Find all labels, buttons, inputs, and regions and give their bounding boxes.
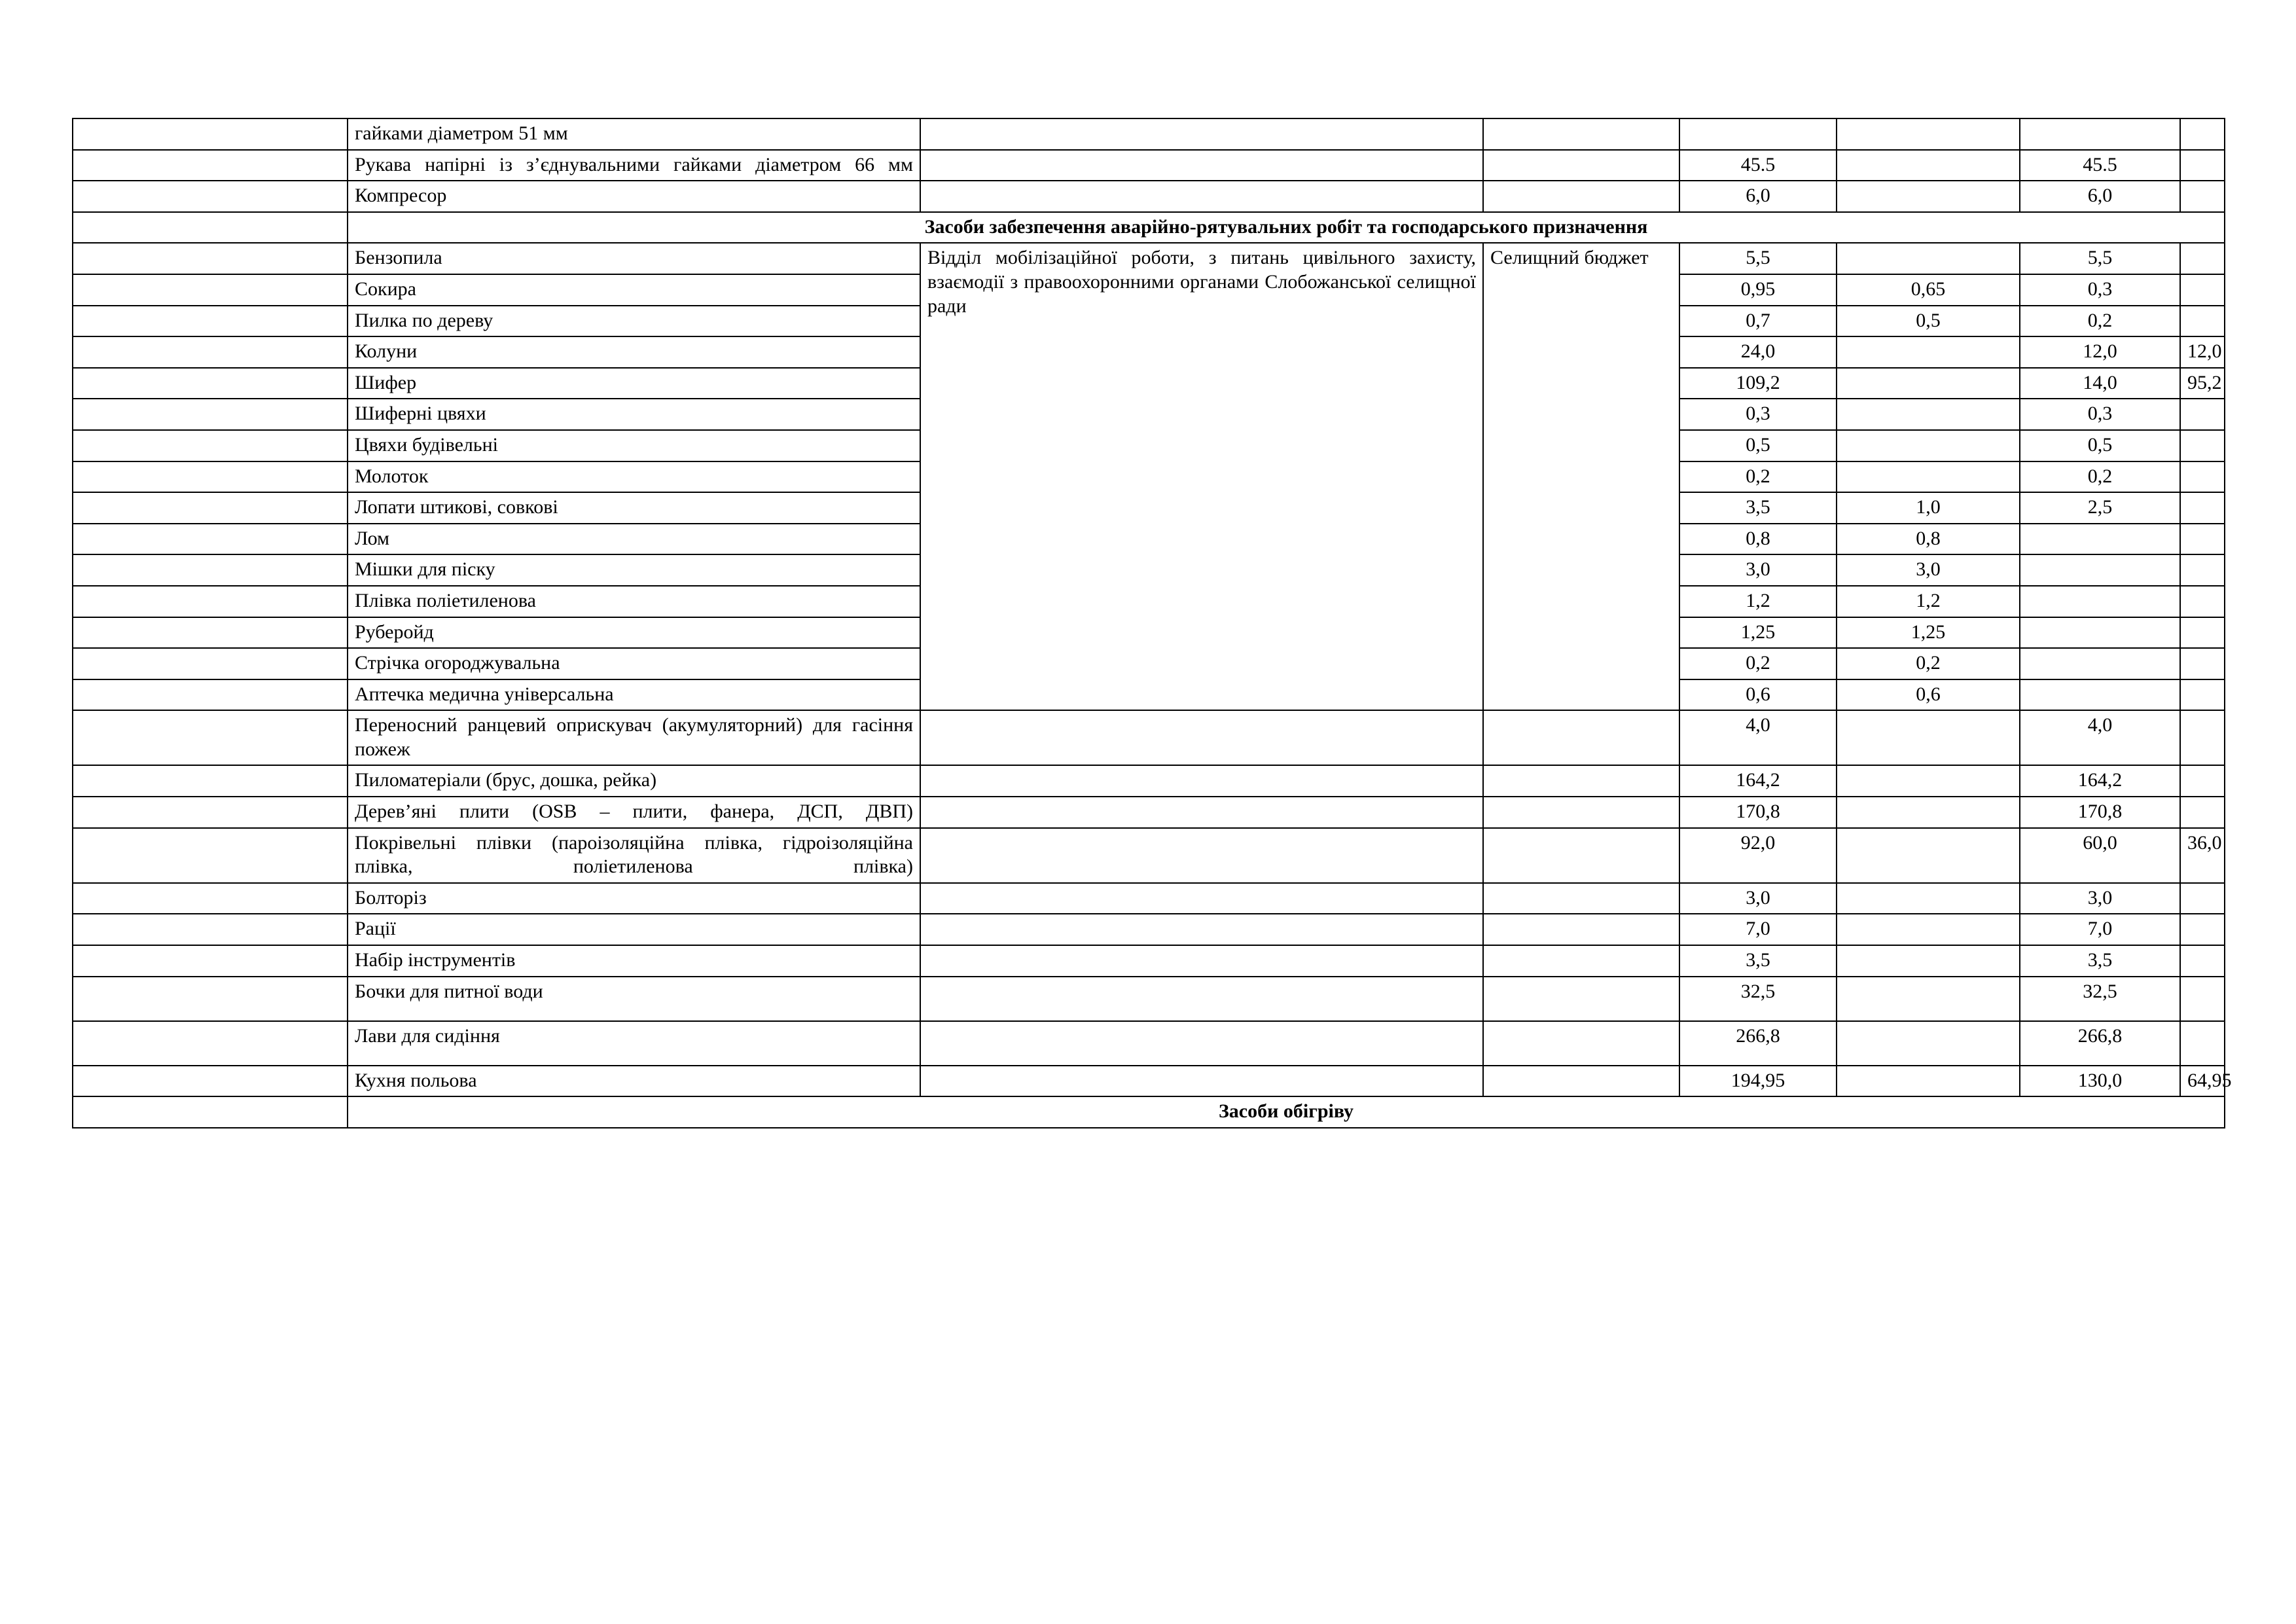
table-row: [73, 945, 2225, 977]
cell-total: 194,95: [1679, 1066, 1837, 1097]
cell-value-2: 3,5: [2020, 945, 2180, 977]
cell-total: 4,0: [1679, 710, 1837, 765]
cell-item-name: Шифер: [348, 368, 920, 399]
cell-item-name: Компресор: [348, 181, 920, 212]
cell-responsible: [920, 118, 1483, 150]
cell-value-1: [1837, 945, 2020, 977]
cell-responsible: [920, 977, 1483, 1021]
cell-value-3: [2180, 648, 2225, 679]
cell-value-1: [1837, 977, 2020, 1021]
cell-value-1: [1837, 828, 2020, 883]
cell-item-name: Стрічка огороджувальна: [348, 648, 920, 679]
cell-value-1: 1,25: [1837, 617, 2020, 649]
cell-value-2: 6,0: [2020, 181, 2180, 212]
cell-total: 1,2: [1679, 586, 1837, 617]
cell-item-name: Покрівельні плівки (пароізоляційна плівка, гідроізоляційна плівка, поліетиленова плівка): [348, 828, 920, 883]
cell-total: 0,6: [1679, 679, 1837, 711]
cell-value-1: [1837, 710, 2020, 765]
table-row: [73, 828, 2225, 883]
cell-index: [73, 336, 348, 368]
cell-item-name: Плівка поліетиленова: [348, 586, 920, 617]
cell-responsible: [920, 150, 1483, 181]
cell-value-1: 0,8: [1837, 524, 2020, 555]
cell-total: 0,3: [1679, 399, 1837, 430]
table-row: [73, 710, 2225, 765]
cell-index: [73, 274, 348, 306]
cell-value-2: 3,0: [2020, 883, 2180, 914]
cell-value-3: [2180, 524, 2225, 555]
cell-item-name: Бочки для питної води: [348, 977, 920, 1021]
cell-item-name: Набір інструментів: [348, 945, 920, 977]
cell-index: [73, 524, 348, 555]
table-row: [73, 977, 2225, 1021]
cell-index: [73, 212, 348, 244]
cell-total: 1,25: [1679, 617, 1837, 649]
cell-value-1: 0,5: [1837, 306, 2020, 337]
cell-value-2: [2020, 617, 2180, 649]
cell-value-2: [2020, 648, 2180, 679]
cell-index: [73, 118, 348, 150]
cell-value-3: [2180, 765, 2225, 797]
cell-funding: [1483, 883, 1679, 914]
cell-value-1: [1837, 914, 2020, 945]
cell-value-2: 60,0: [2020, 828, 2180, 883]
cell-value-1: [1837, 368, 2020, 399]
cell-index: [73, 977, 348, 1021]
cell-value-3: [2180, 399, 2225, 430]
cell-value-3: [2180, 945, 2225, 977]
cell-value-3: 12,0: [2180, 336, 2225, 368]
cell-value-1: [1837, 399, 2020, 430]
cell-value-1: 0,2: [1837, 648, 2020, 679]
cell-value-3: [2180, 181, 2225, 212]
cell-value-1: 3,0: [1837, 554, 2020, 586]
cell-funding: [1483, 828, 1679, 883]
cell-total: 3,5: [1679, 492, 1837, 524]
cell-item-name: Сокира: [348, 274, 920, 306]
cell-total: 0,7: [1679, 306, 1837, 337]
cell-value-2: 12,0: [2020, 336, 2180, 368]
cell-responsible: [920, 765, 1483, 797]
cell-value-1: [1837, 1021, 2020, 1066]
cell-item-name: Лом: [348, 524, 920, 555]
cell-funding: [1483, 150, 1679, 181]
cell-index: [73, 181, 348, 212]
cell-funding: [1483, 181, 1679, 212]
cell-index: [73, 617, 348, 649]
cell-responsible: [920, 914, 1483, 945]
cell-value-1: [1837, 797, 2020, 828]
cell-funding: [1483, 797, 1679, 828]
cell-value-3: [2180, 554, 2225, 586]
cell-value-2: [2020, 118, 2180, 150]
cell-value-2: 0,2: [2020, 461, 2180, 493]
cell-value-1: [1837, 243, 2020, 274]
cell-item-name: Бензопила: [348, 243, 920, 274]
cell-funding: Селищний бюджет: [1483, 243, 1679, 710]
cell-item-name: Лави для сидіння: [348, 1021, 920, 1066]
cell-index: [73, 586, 348, 617]
cell-value-3: [2180, 617, 2225, 649]
cell-total: 32,5: [1679, 977, 1837, 1021]
cell-total: 266,8: [1679, 1021, 1837, 1066]
cell-item-name: Аптечка медична універсальна: [348, 679, 920, 711]
cell-funding: [1483, 710, 1679, 765]
cell-item-name: Рукава напірні із з’єднувальними гайками діаметром 66 мм: [348, 150, 920, 181]
cell-value-3: 36,0: [2180, 828, 2225, 883]
cell-value-2: 4,0: [2020, 710, 2180, 765]
cell-total: 170,8: [1679, 797, 1837, 828]
cell-funding: [1483, 1066, 1679, 1097]
cell-item-name: Кухня польова: [348, 1066, 920, 1097]
cell-value-2: 0,3: [2020, 274, 2180, 306]
cell-total: 0,95: [1679, 274, 1837, 306]
equipment-table: [72, 118, 2232, 1128]
cell-value-3: [2180, 797, 2225, 828]
table-row: [73, 1066, 2225, 1097]
cell-value-1: [1837, 181, 2020, 212]
cell-item-name: гайками діаметром 51 мм: [348, 118, 920, 150]
cell-value-1: [1837, 430, 2020, 461]
cell-value-2: 130,0: [2020, 1066, 2180, 1097]
table-row: [73, 914, 2225, 945]
cell-value-3: [2180, 118, 2225, 150]
cell-value-1: 1,0: [1837, 492, 2020, 524]
cell-index: [73, 306, 348, 337]
cell-value-3: [2180, 274, 2225, 306]
cell-value-1: 1,2: [1837, 586, 2020, 617]
cell-total: 0,8: [1679, 524, 1837, 555]
cell-value-3: [2180, 150, 2225, 181]
cell-item-name: Лопати штикові, совкові: [348, 492, 920, 524]
cell-index: [73, 797, 348, 828]
table-row: [73, 797, 2225, 828]
cell-value-3: [2180, 461, 2225, 493]
table-row: [73, 181, 2225, 212]
cell-funding: [1483, 118, 1679, 150]
cell-index: [73, 1066, 348, 1097]
table-row: [73, 243, 2225, 274]
cell-total: 7,0: [1679, 914, 1837, 945]
cell-responsible: [920, 883, 1483, 914]
cell-index: [73, 1096, 348, 1128]
cell-value-1: [1837, 883, 2020, 914]
cell-index: [73, 492, 348, 524]
cell-total: 164,2: [1679, 765, 1837, 797]
cell-value-1: [1837, 1066, 2020, 1097]
cell-total: 109,2: [1679, 368, 1837, 399]
cell-total: 92,0: [1679, 828, 1837, 883]
cell-index: [73, 430, 348, 461]
cell-funding: [1483, 765, 1679, 797]
table-row: [73, 118, 2225, 150]
cell-index: [73, 648, 348, 679]
table-row: [73, 1021, 2225, 1066]
cell-value-2: [2020, 586, 2180, 617]
cell-item-name: Молоток: [348, 461, 920, 493]
cell-funding: [1483, 914, 1679, 945]
cell-value-3: [2180, 710, 2225, 765]
table-row: [73, 883, 2225, 914]
cell-value-3: [2180, 679, 2225, 711]
cell-responsible: [920, 828, 1483, 883]
cell-value-1: [1837, 461, 2020, 493]
cell-value-2: 170,8: [2020, 797, 2180, 828]
cell-index: [73, 679, 348, 711]
cell-item-name: Мішки для піску: [348, 554, 920, 586]
cell-item-name: Руберойд: [348, 617, 920, 649]
cell-responsible: [920, 181, 1483, 212]
cell-value-3: [2180, 1021, 2225, 1066]
cell-item-name: Рації: [348, 914, 920, 945]
section-title-rescue: Засоби забезпечення аварійно-рятувальних робіт та господарського призначення: [348, 212, 2225, 244]
cell-value-2: 45.5: [2020, 150, 2180, 181]
cell-value-3: [2180, 914, 2225, 945]
cell-total: 6,0: [1679, 181, 1837, 212]
cell-value-2: 2,5: [2020, 492, 2180, 524]
cell-value-1: [1837, 765, 2020, 797]
cell-value-2: [2020, 679, 2180, 711]
cell-item-name: Дерев’яні плити (OSB – плити, фанера, ДСП, ДВП): [348, 797, 920, 828]
cell-total: 3,0: [1679, 554, 1837, 586]
cell-value-1: [1837, 150, 2020, 181]
cell-index: [73, 1021, 348, 1066]
cell-responsible: [920, 945, 1483, 977]
cell-index: [73, 368, 348, 399]
cell-responsible: [920, 797, 1483, 828]
table-section-row: [73, 212, 2225, 244]
cell-index: [73, 399, 348, 430]
cell-index: [73, 554, 348, 586]
cell-value-3: [2180, 492, 2225, 524]
cell-value-3: [2180, 243, 2225, 274]
cell-value-2: 0,5: [2020, 430, 2180, 461]
cell-value-2: 14,0: [2020, 368, 2180, 399]
cell-value-2: 5,5: [2020, 243, 2180, 274]
cell-index: [73, 914, 348, 945]
cell-value-1: [1837, 118, 2020, 150]
cell-value-3: [2180, 586, 2225, 617]
cell-value-2: 266,8: [2020, 1021, 2180, 1066]
cell-total: [1679, 118, 1837, 150]
cell-index: [73, 883, 348, 914]
cell-value-3: [2180, 306, 2225, 337]
cell-item-name: Переносний ранцевий оприскувач (акумуляторний) для гасіння пожеж: [348, 710, 920, 765]
cell-item-name: Болторіз: [348, 883, 920, 914]
cell-index: [73, 945, 348, 977]
cell-value-2: [2020, 554, 2180, 586]
cell-index: [73, 243, 348, 274]
cell-total: 3,5: [1679, 945, 1837, 977]
cell-total: 0,2: [1679, 461, 1837, 493]
cell-index: [73, 828, 348, 883]
cell-total: 24,0: [1679, 336, 1837, 368]
table-section-row: [73, 1096, 2225, 1128]
cell-index: [73, 710, 348, 765]
cell-item-name: Пиломатеріали (брус, дошка, рейка): [348, 765, 920, 797]
cell-value-3: [2180, 977, 2225, 1021]
cell-total: 0,5: [1679, 430, 1837, 461]
cell-total: 3,0: [1679, 883, 1837, 914]
cell-value-2: 0,2: [2020, 306, 2180, 337]
cell-index: [73, 765, 348, 797]
cell-responsible: Відділ мобілізаційної роботи, з питань цивільного захисту, взаємодії з правоохоронними органами Слобожанської селищної ради: [920, 243, 1483, 710]
cell-value-1: [1837, 336, 2020, 368]
table-row: [73, 150, 2225, 181]
cell-value-2: 32,5: [2020, 977, 2180, 1021]
cell-responsible: [920, 1021, 1483, 1066]
cell-item-name: Колуни: [348, 336, 920, 368]
cell-value-2: 7,0: [2020, 914, 2180, 945]
cell-value-3: 95,2: [2180, 368, 2225, 399]
table-row: [73, 765, 2225, 797]
cell-value-3: 64,95: [2180, 1066, 2225, 1097]
cell-item-name: Шиферні цвяхи: [348, 399, 920, 430]
cell-value-3: [2180, 430, 2225, 461]
cell-index: [73, 461, 348, 493]
cell-funding: [1483, 977, 1679, 1021]
cell-total: 45.5: [1679, 150, 1837, 181]
cell-total: 0,2: [1679, 648, 1837, 679]
cell-value-2: 164,2: [2020, 765, 2180, 797]
cell-funding: [1483, 1021, 1679, 1066]
cell-index: [73, 150, 348, 181]
cell-funding: [1483, 945, 1679, 977]
cell-responsible: [920, 1066, 1483, 1097]
cell-value-1: 0,65: [1837, 274, 2020, 306]
cell-value-2: 0,3: [2020, 399, 2180, 430]
cell-value-3: [2180, 883, 2225, 914]
cell-total: 5,5: [1679, 243, 1837, 274]
cell-value-2: [2020, 524, 2180, 555]
cell-value-1: 0,6: [1837, 679, 2020, 711]
cell-item-name: Пилка по дереву: [348, 306, 920, 337]
cell-responsible: [920, 710, 1483, 765]
cell-item-name: Цвяхи будівельні: [348, 430, 920, 461]
section-title-heating: Засоби обігріву: [348, 1096, 2225, 1128]
